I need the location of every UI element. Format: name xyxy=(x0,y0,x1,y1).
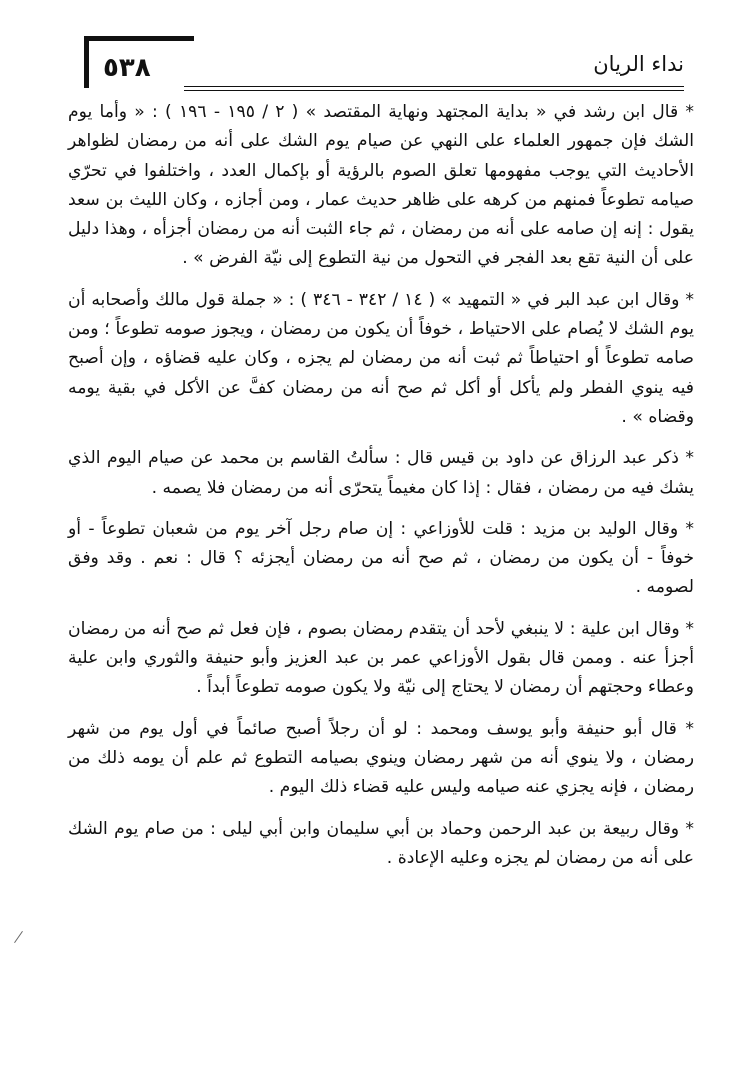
page-number-frame xyxy=(84,36,194,88)
header-rule xyxy=(184,86,684,91)
paragraph-ibn-ulayya: * وقال ابن علية : لا ينبغي لأحد أن يتقدم رمضان بصوم ، فإن فعل ثم صح أنه من رمضان أجزأ عنه . وممن قال بقول الأوزاعي عمر بن عبد العزيز وأبو حنيفة والثوري وابن علية وعطاء وحجتهم أن رمضان لا يحتاج إلى نيّة ولا يكون صومه تطوعاً أبداً . xyxy=(68,618,694,698)
paragraph-abu-hanifa: * قال أبو حنيفة وأبو يوسف ومحمد : لو أن رجلاً أصبح صائماً في أول يوم من شهر رمضان ، ولا ينوي أنه من شهر رمضان وينوي بصيامه التطوع ثم علم أن يومه ذلك من رمضان ، فإنه يجزي عنه صيامه وليس عليه قضاء ذلك اليوم . xyxy=(68,718,694,798)
page-header xyxy=(84,36,684,90)
body-text xyxy=(68,98,694,873)
running-title: نداء الريان xyxy=(593,52,684,76)
margin-mark xyxy=(14,931,23,943)
paragraph-rabia: * وقال ربيعة بن عبد الرحمن وحماد بن أبي سليمان وابن أبي ليلى : من صام يوم الشك على أنه من رمضان لم يجزه وعليه الإعادة . xyxy=(68,818,694,868)
paragraph-ibn-rushd: * قال ابن رشد في « بداية المجتهد ونهاية المقتصد » ( ٢ / ١٩٥ - ١٩٦ ) : « وأما يوم الشك فإن جمهور العلماء على النهي عن صيام يوم الشك على أنه من رمضان لظواهر الأحاديث التي يوجب مفهومها تعلق الصوم بالرؤية أو بإكمال العدد ، واختلفوا في تحرّي صيامه تطوعاً فمنهم من كرهه على ظاهر حديث عمار ، ومن أجازه ، وكان الليث بن سعد يقول : إنه إن صامه على أنه من رمضان ، ثم جاء الثبت أنه من رمضان أجزأه ، وهذا دليل على أن النية تقع بعد الفجر في التحول من نية التطوع إلى نيّة الفرض » . xyxy=(68,102,694,269)
paragraph-al-walid: * وقال الوليد بن مزيد : قلت للأوزاعي : إن صام رجل آخر يوم من شعبان تطوعاً - أو خوفاً - أن يكون من رمضان ، ثم صح أنه من رمضان أيجزئه ؟ قال : نعم . وقد وفق لصومه . xyxy=(68,518,694,598)
paragraph-abd-al-razzaq: * ذكر عبد الرزاق عن داود بن قيس قال : سألتُ القاسم بن محمد عن صيام اليوم الذي يشك فيه من رمضان ، فقال : إذا كان مغيماً يتحرّى أنه من رمضان فلا يصمه . xyxy=(68,448,694,498)
paragraph-ibn-abd-al-barr: * وقال ابن عبد البر في « التمهيد » ( ١٤ / ٣٤٢ - ٣٤٦ ) : « جملة قول مالك وأصحابه أن يوم الشك لا يُصام على الاحتياط ، خوفاً أن يكون من رمضان ، ويجوز صومه تطوعاً ؛ ومن صامه تطوعاً أو احتياطاً ثم ثبت أنه من رمضان لم يجزه ، وكان عليه قضاؤه ، وإن أصبح فيه ينوي الفطر ولم يأكل أو أكل ثم صح أنه من رمضان كفَّ عن الأكل في بقية يومه وقضاه » . xyxy=(68,289,694,427)
page-number: ٥٣٨ xyxy=(103,53,151,83)
